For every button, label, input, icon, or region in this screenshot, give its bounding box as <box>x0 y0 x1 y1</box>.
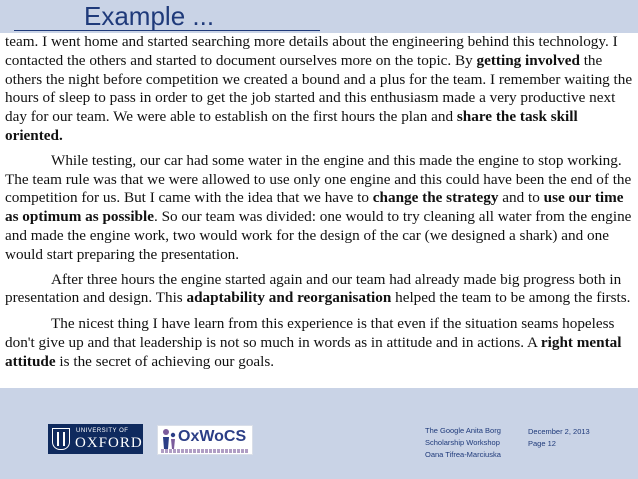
footer-date: December 2, 2013 <box>528 427 590 436</box>
body-text: While testing, our car had some water in the engine and this made the engine to stop working. The team rule was that we were allowed to use only one engine and this could have been the end of the competition for us. But I came with the idea that we have to <box>5 151 632 207</box>
emphasis-text: use our time as optimum as possible <box>5 189 624 226</box>
oxford-logo-text: OXFORD <box>75 435 143 451</box>
paragraph-1 <box>5 33 635 146</box>
footer-event-line2: Scholarship Workshop <box>425 438 500 447</box>
slide-body <box>5 33 635 372</box>
body-text: is the secret of achieving our goals. <box>55 352 275 370</box>
oxwocs-logo-text: OxWoCS <box>178 428 247 445</box>
paragraph-3 <box>5 271 635 309</box>
header-band <box>0 0 638 33</box>
body-text: After three hours the engine started again and our team had already made big progress both in presentation and design. This <box>5 270 622 307</box>
emphasis-text: share the task skill oriented. <box>5 108 578 144</box>
paragraph-4 <box>5 315 635 371</box>
footer-page-number: Page 12 <box>528 439 556 448</box>
body-text: team. I went home and started searching more details about the engineering behind this technology. I contacted the others and started to document ourselves more on the topic. By <box>5 33 618 69</box>
oxford-crest-icon <box>52 428 70 450</box>
oxford-logo-small-text: UNIVERSITY OF <box>76 428 129 434</box>
oxwocs-figure-icon <box>161 428 177 450</box>
paragraph-2 <box>5 152 635 265</box>
body-text: the others the night before competition we created a bound and a plus for the team. I remember waiting the hours of sleep to pass in order to get the job started and this enthusiasm made a very productive next day for our team. We were able to establish on the first hours the plan and <box>5 51 633 126</box>
footer-event-info <box>425 425 521 461</box>
emphasis-text: getting involved <box>476 51 580 69</box>
body-text: . So our team was divided: one would to try cleaning all water from the engine and made the engine work, two would work for the design of the car (we designed a shark) and one would start preparing the presentation. <box>5 208 632 263</box>
footer-date-page <box>528 426 618 450</box>
emphasis-text: change the strategy <box>372 189 499 207</box>
oxwocs-tagline <box>161 449 249 453</box>
footer-event-line1: The Google Anita Borg <box>425 426 501 435</box>
body-text: and to <box>498 189 544 207</box>
oxford-logo <box>48 424 143 454</box>
body-text: helped the team to be among the firsts. <box>391 289 631 307</box>
emphasis-text: right mental attitude <box>5 333 622 370</box>
oxwocs-logo <box>157 425 253 455</box>
body-text: The nicest thing I have learn from this experience is that even if the situation seams hopeless don't give up and that leadership is not so much in words as in attitude and in actions. A <box>5 315 615 351</box>
footer-author: Oana Tifrea-Marciuska <box>425 450 501 459</box>
slide-title: Example ... <box>14 1 320 31</box>
emphasis-text: adaptability and reorganisation <box>186 289 392 307</box>
